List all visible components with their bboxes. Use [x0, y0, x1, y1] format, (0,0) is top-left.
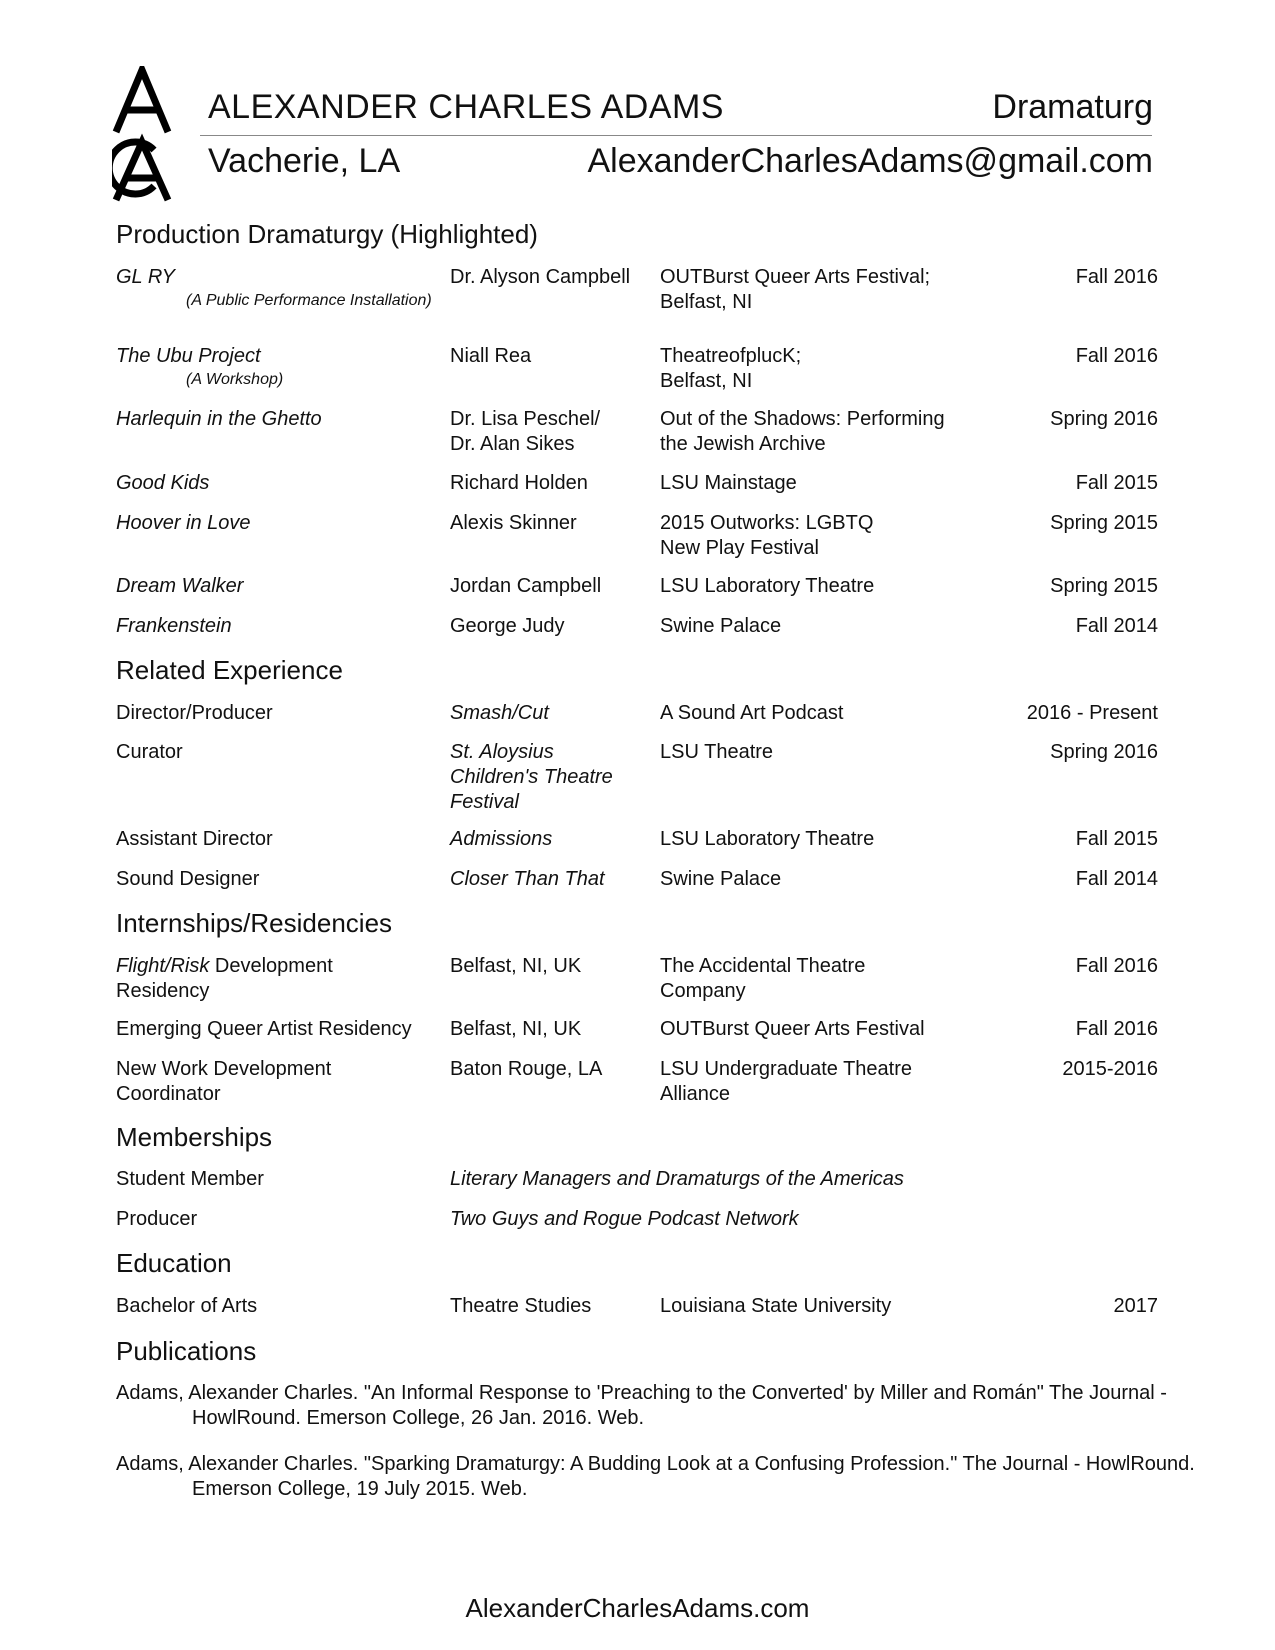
related-project: Smash/Cut [450, 702, 549, 724]
section-heading-internships: Internships/Residencies [116, 908, 393, 938]
production-date: Fall 2015 [1075, 472, 1158, 494]
related-project: St. Aloysius Children's Theatre Festival [450, 741, 613, 813]
header-divider [200, 135, 1152, 136]
related-venue: Swine Palace [660, 868, 782, 890]
related-role: Assistant Director [116, 828, 273, 850]
production-title: Harlequin in the Ghetto [116, 408, 322, 430]
production-venue: LSU Mainstage [660, 472, 797, 494]
related-venue: LSU Theatre [660, 741, 774, 763]
production-venue: 2015 Outworks: LGBTQ New Play Festival [660, 512, 874, 559]
production-venue: Out of the Shadows: Performing the Jewish Archive [660, 408, 945, 455]
related-venue: LSU Laboratory Theatre [660, 828, 875, 850]
production-title: GL RY [116, 266, 175, 288]
production-date: Spring 2015 [1050, 512, 1158, 534]
internship-place: Baton Rouge, LA [450, 1058, 603, 1080]
production-note: (A Workshop) [186, 371, 284, 388]
internship-title: Development Residency [116, 955, 333, 1002]
production-title: Dream Walker [116, 575, 244, 597]
resume-name: ALEXANDER CHARLES ADAMS [208, 88, 724, 126]
internship-title-italic: Flight/Risk [116, 955, 210, 977]
website-link[interactable]: AlexanderCharlesAdams.com [465, 1593, 810, 1623]
production-director: Niall Rea [450, 345, 532, 367]
production-director: George Judy [450, 615, 565, 637]
related-date: Fall 2015 [1075, 828, 1158, 850]
production-venue: Swine Palace [660, 615, 782, 637]
production-director: Alexis Skinner [450, 512, 577, 534]
production-title: The Ubu Project [116, 345, 261, 367]
section-heading-related: Related Experience [116, 655, 343, 685]
production-title: Frankenstein [116, 615, 232, 637]
aca-monogram-logo [112, 66, 172, 204]
production-venue: TheatreofplucK; Belfast, NI [660, 345, 802, 392]
internship-org: LSU Undergraduate Theatre Alliance [660, 1058, 913, 1105]
related-date: 2016 - Present [1026, 702, 1158, 724]
internship-place: Belfast, NI, UK [450, 955, 582, 977]
related-role: Sound Designer [116, 868, 260, 890]
production-date: Fall 2016 [1075, 345, 1158, 367]
production-director: Dr. Lisa Peschel/ Dr. Alan Sikes [450, 408, 601, 455]
related-venue: A Sound Art Podcast [660, 702, 844, 724]
production-venue: LSU Laboratory Theatre [660, 575, 875, 597]
related-role: Curator [116, 741, 183, 763]
internship-org: OUTBurst Queer Arts Festival [660, 1018, 925, 1040]
internship-place: Belfast, NI, UK [450, 1018, 582, 1040]
membership-org: Literary Managers and Dramaturgs of the Americas [450, 1168, 904, 1190]
related-date: Fall 2014 [1075, 868, 1158, 890]
membership-role: Student Member [116, 1168, 264, 1190]
related-project: Closer Than That [450, 868, 605, 890]
publication-entry: Adams, Alexander Charles. "An Informal Response to 'Preaching to the Converted' by Miller and Román" The Journal - HowlRound. Emerson College, 26 Jan. 2016. Web. [116, 1382, 1167, 1429]
related-project: Admissions [450, 828, 553, 850]
production-title: Good Kids [116, 472, 210, 494]
resume-title: Dramaturg [992, 88, 1153, 126]
production-director: Dr. Alyson Campbell [450, 266, 631, 288]
resume-email-link[interactable]: AlexanderCharlesAdams@gmail.com [587, 142, 1153, 180]
production-date: Fall 2014 [1075, 615, 1158, 637]
internship-date: Fall 2016 [1075, 1018, 1158, 1040]
publication-entry: Adams, Alexander Charles. "Sparking Dramaturgy: A Budding Look at a Confusing Profession." The Journal - HowlRound. Emerson College, 19 July 2015. Web. [116, 1453, 1195, 1500]
section-heading-production: Production Dramaturgy (Highlighted) [116, 219, 538, 249]
production-director: Jordan Campbell [450, 575, 602, 597]
education-degree: Bachelor of Arts [116, 1295, 258, 1317]
production-note: (A Public Performance Installation) [186, 292, 432, 309]
production-date: Spring 2015 [1050, 575, 1158, 597]
production-director: Richard Holden [450, 472, 588, 494]
production-date: Fall 2016 [1075, 266, 1158, 288]
section-heading-education: Education [116, 1248, 232, 1278]
section-heading-memberships: Memberships [116, 1122, 273, 1152]
resume-location: Vacherie, LA [208, 142, 401, 180]
section-heading-publications: Publications [116, 1336, 257, 1366]
internship-date: Fall 2016 [1075, 955, 1158, 977]
education-field: Theatre Studies [450, 1295, 592, 1317]
production-date: Spring 2016 [1050, 408, 1158, 430]
related-date: Spring 2016 [1050, 741, 1158, 763]
related-role: Director/Producer [116, 702, 273, 724]
internship-title: Emerging Queer Artist Residency [116, 1018, 412, 1040]
internship-org: The Accidental Theatre Company [660, 955, 866, 1002]
production-title: Hoover in Love [116, 512, 251, 534]
membership-org: Two Guys and Rogue Podcast Network [450, 1208, 799, 1230]
production-venue: OUTBurst Queer Arts Festival; Belfast, NI [660, 266, 931, 313]
education-year: 2017 [1113, 1295, 1158, 1317]
education-school: Louisiana State University [660, 1295, 892, 1317]
internship-title: New Work Development Coordinator [116, 1058, 332, 1105]
internship-date: 2015-2016 [1062, 1058, 1158, 1080]
membership-role: Producer [116, 1208, 198, 1230]
